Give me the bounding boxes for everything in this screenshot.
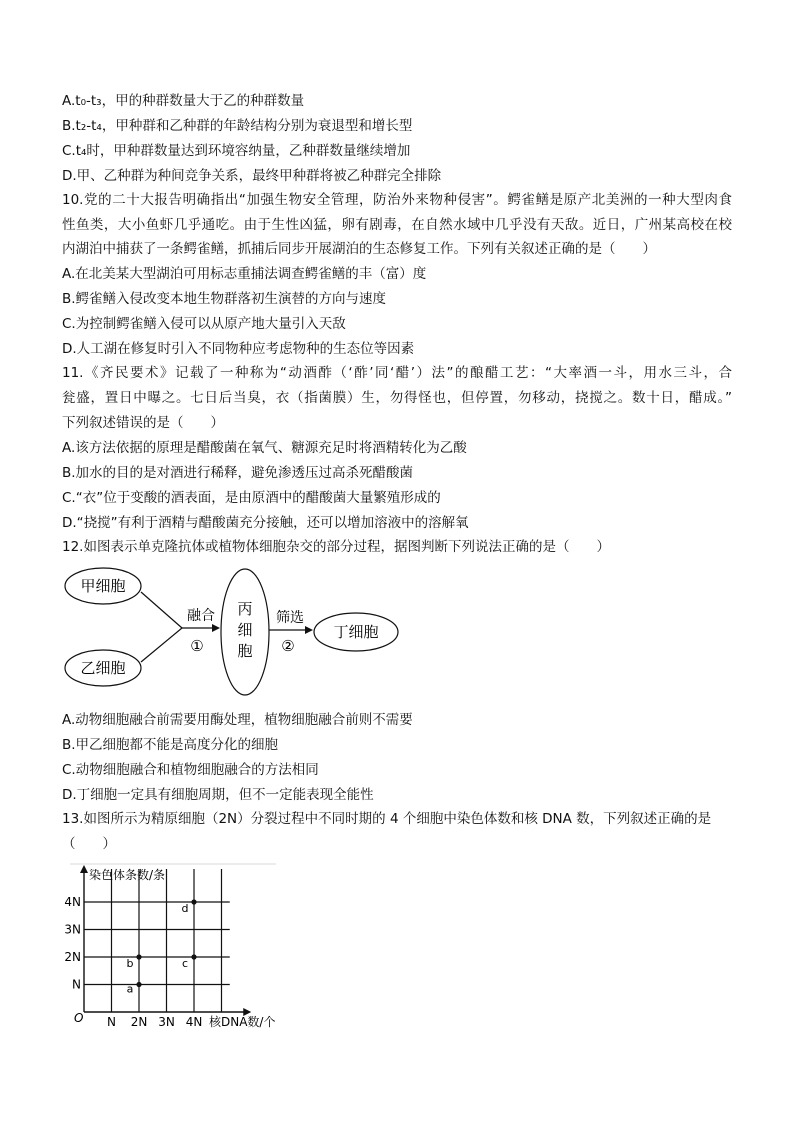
x-axis-label: 核DNA数/个	[209, 1015, 276, 1029]
chromosome-dna-chart	[62, 860, 292, 1035]
q12-option-a: A.动物细胞融合前需要用酶处理，植物细胞融合前则不需要	[62, 712, 413, 728]
q10-stem-line3: 内湖泊中捕获了一条鳄雀鳝，抓捕后同步开展湖泊的生态修复工作。下列有关叙述正确的是（ ）	[62, 241, 656, 257]
q9-option-a: A.t₀-t₃，甲的种群数量大于乙的种群数量	[62, 93, 305, 109]
x-tick-label: N	[107, 1015, 116, 1029]
x-tick-label: 4N	[185, 1015, 203, 1029]
cell-fusion-diagram	[60, 562, 420, 702]
point-label-a: a	[126, 982, 134, 996]
q12-option-d: D.丁细胞一定具有细胞周期，但不一定能表现全能性	[62, 787, 374, 803]
q11-option-a: A.该方法依据的原理是醋酸菌在氧气、糖源充足时将酒精转化为乙酸	[62, 440, 467, 456]
y-axis-arrow	[80, 865, 88, 873]
q10-stem-line2: 性鱼类，大小鱼虾几乎通吃。由于生性凶猛，卵有剧毒，在自然水域中几乎没有天敌。近日，广州某高校在校	[62, 217, 732, 233]
step1-number: ①	[190, 637, 204, 655]
q13-stem-line1: 13.如图所示为精原细胞（2N）分裂过程中不同时期的 4 个细胞中染色体数和核 DNA 数，下列叙述正确的是	[62, 811, 712, 827]
q11-option-b: B.加水的目的是对酒进行稀释，避免渗透压过高杀死醋酸菌	[62, 465, 414, 481]
cell-ding-label: 丁细胞	[333, 623, 379, 641]
chart-axes	[80, 865, 251, 1016]
cell-bing-char-1: 丙	[237, 600, 253, 618]
chart-points	[127, 899, 197, 995]
data-point-a	[136, 982, 141, 987]
cell-bing-char-3: 胞	[237, 642, 253, 660]
y-tick-label: 4N	[64, 895, 81, 909]
arrow-2-head	[305, 626, 313, 634]
chart-grid	[84, 869, 230, 1012]
converge-line-bottom	[141, 628, 182, 662]
y-tick-label: N	[72, 977, 81, 992]
cell-yi-label: 乙细胞	[80, 659, 126, 677]
q10-option-d: D.人工湖在修复时引入不同物种应考虑物种的生态位等因素	[62, 341, 415, 357]
converge-line-top	[141, 592, 182, 628]
q12-stem: 12.如图表示单克隆抗体或植物体细胞杂交的部分过程，据图判断下列说法正确的是（ ）	[62, 539, 610, 555]
q12-option-c: C.动物细胞融合和植物细胞融合的方法相同	[62, 762, 319, 778]
cell-bing-char-2: 细	[237, 621, 253, 639]
q9-option-d: D.甲、乙种群为种间竞争关系，最终甲种群将被乙种群完全排除	[62, 168, 442, 184]
step2-number: ②	[281, 637, 295, 655]
q9-option-c: C.t₄时，甲种群数量达到环境容纳量，乙种群数量继续增加	[62, 143, 411, 159]
step2-label: 筛选	[276, 610, 304, 626]
x-tick-label: 3N	[158, 1015, 175, 1029]
y-tick-label: 2N	[64, 950, 81, 964]
q11-option-c: C.“衣”位于变酸的酒表面，是由原酒中的醋酸菌大量繁殖形成的	[62, 490, 441, 506]
q10-option-c: C.为控制鳄雀鳝入侵可以从原产地大量引入天敌	[62, 316, 346, 332]
q12-option-b: B.甲乙细胞都不能是高度分化的细胞	[62, 737, 279, 753]
q11-stem-line1: 11.《齐民要术》记载了一种称为“动酒酢（‘酢’同‘醋’）法”的酿醋工艺：“大率酒一斗，用水三斗，合	[62, 365, 732, 381]
point-label-c: c	[181, 957, 189, 970]
q10-option-a: A.在北美某大型湖泊可用标志重捕法调查鳄雀鳝的丰（富）度	[62, 266, 427, 282]
q11-stem-line2: 瓮盛，置日中曝之。七日后当臭，衣（指菌膜）生，勿得怪也，但停置，勿移动，挠搅之。数十日，醋成。”	[62, 390, 732, 406]
data-point-c	[191, 954, 196, 959]
data-point-d	[191, 899, 196, 904]
q11-stem-line3: 下列叙述错误的是（ ）	[62, 415, 224, 431]
q11-option-d: D.“挠搅”有利于酒精与醋酸菌充分接触，还可以增加溶液中的溶解氧	[62, 515, 469, 531]
point-label-b: b	[126, 957, 134, 970]
origin-label: O	[74, 1011, 84, 1025]
cell-jia-label: 甲细胞	[80, 577, 126, 595]
step1-label: 融合	[187, 608, 215, 624]
y-tick-label: 3N	[64, 922, 81, 937]
q10-option-b: B.鳄雀鳝入侵改变本地生物群落初生演替的方向与速度	[62, 291, 387, 307]
point-label-d: d	[181, 902, 189, 915]
y-axis-label: 染色体条数/条	[89, 868, 166, 882]
arrow-1-head	[212, 624, 220, 632]
x-tick-label: 2N	[130, 1015, 148, 1029]
q9-option-b: B.t₂-t₄，甲种群和乙种群的年龄结构分别为衰退型和增长型	[62, 118, 413, 134]
q10-stem-line1: 10.党的二十大报告明确指出“加强生物安全管理，防治外来物种侵害”。鳄雀鳝是原产北美洲的一种大型肉食	[62, 192, 732, 208]
data-point-b	[136, 954, 141, 959]
q13-stem-line2: （ ）	[62, 836, 116, 852]
